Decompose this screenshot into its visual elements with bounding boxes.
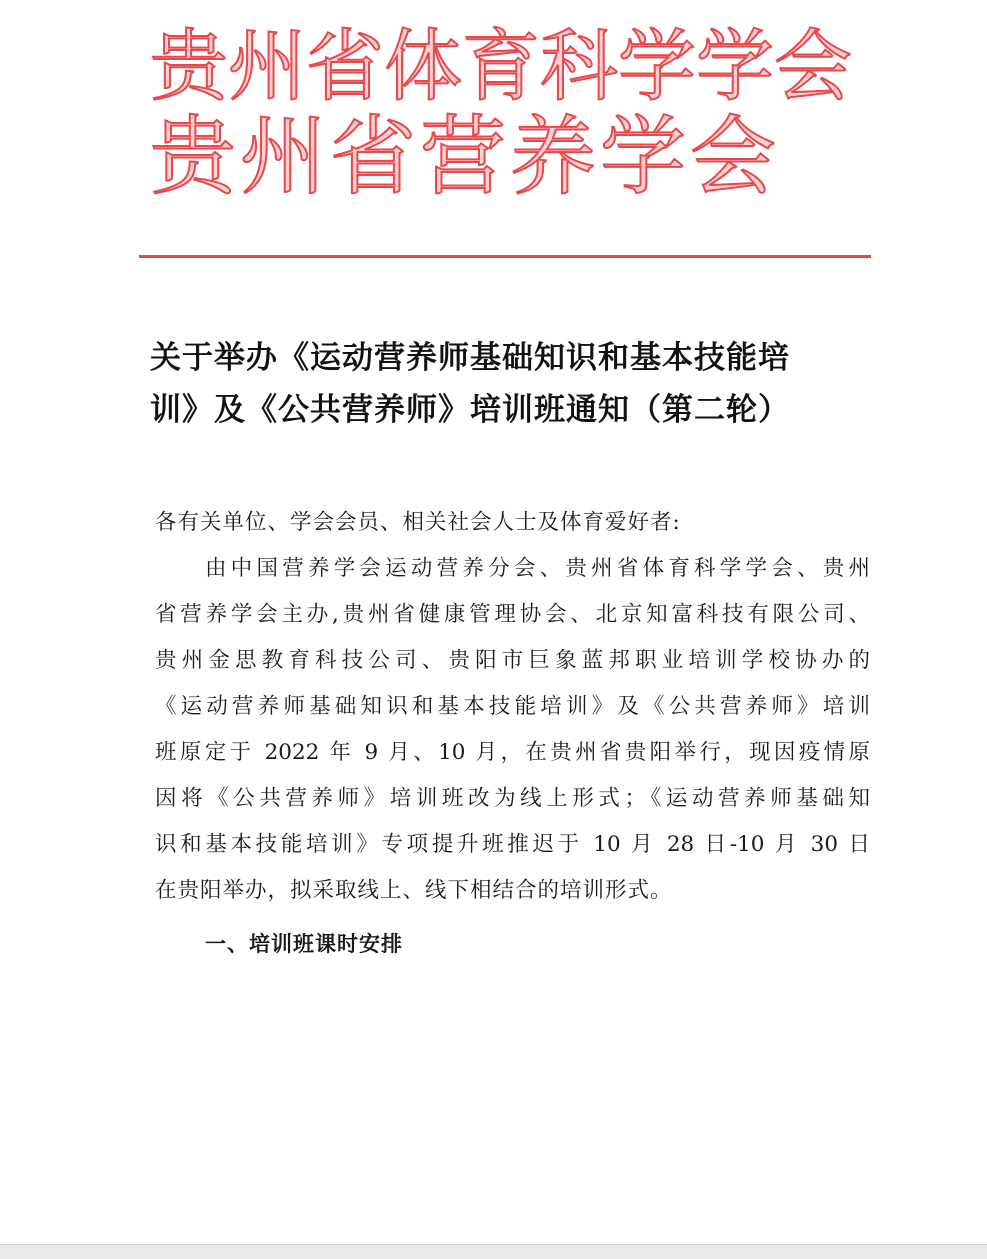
paragraph-line: 贵州金思教育科技公司、贵阳市巨象蓝邦职业培训学校协办的 bbox=[155, 648, 870, 673]
document-title bbox=[150, 332, 875, 436]
paragraph-line: 识和基本技能培训》专项提升班推迟于 10 月 28 日-10 月 30 日 bbox=[155, 832, 870, 857]
paragraph-line: 因将《公共营养师》培训班改为线上形式；《运动营养师基础知 bbox=[155, 786, 870, 811]
paragraph-line: 由中国营养学会运动营养分会、贵州省体育科学学会、贵州 bbox=[205, 556, 870, 581]
document-title-line-1: 关于举办《运动营养师基础知识和基本技能培 bbox=[150, 340, 790, 376]
letterhead bbox=[150, 22, 870, 207]
section-heading: 一、培训班课时安排 bbox=[205, 932, 403, 956]
document-title-line-2: 训》及《公共营养师》培训班通知（第二轮） bbox=[150, 392, 790, 428]
letterhead-org-line-2: 贵州省营养学会 bbox=[150, 107, 780, 207]
paragraph-line: 在贵阳举办，拟采取线上、线下相结合的培训形式。 bbox=[155, 878, 673, 903]
letterhead-org-line-1: 贵州省体育科学学会 bbox=[150, 22, 853, 112]
letterhead-red-divider bbox=[139, 255, 871, 258]
paragraph-line: 省营养学会主办,贵州省健康管理协会、北京知富科技有限公司、 bbox=[155, 602, 870, 627]
paragraph-line: 《运动营养师基础知识和基本技能培训》及《公共营养师》培训 bbox=[155, 694, 870, 719]
salutation: 各有关单位、学会会员、相关社会人士及体育爱好者: bbox=[155, 510, 681, 535]
paragraph-line: 班原定于 2022 年 9 月、10 月，在贵州省贵阳举行，现因疫情原 bbox=[155, 740, 870, 765]
intro-paragraph bbox=[155, 546, 870, 914]
document-body bbox=[155, 500, 870, 966]
page-bottom-edge bbox=[0, 1244, 987, 1259]
